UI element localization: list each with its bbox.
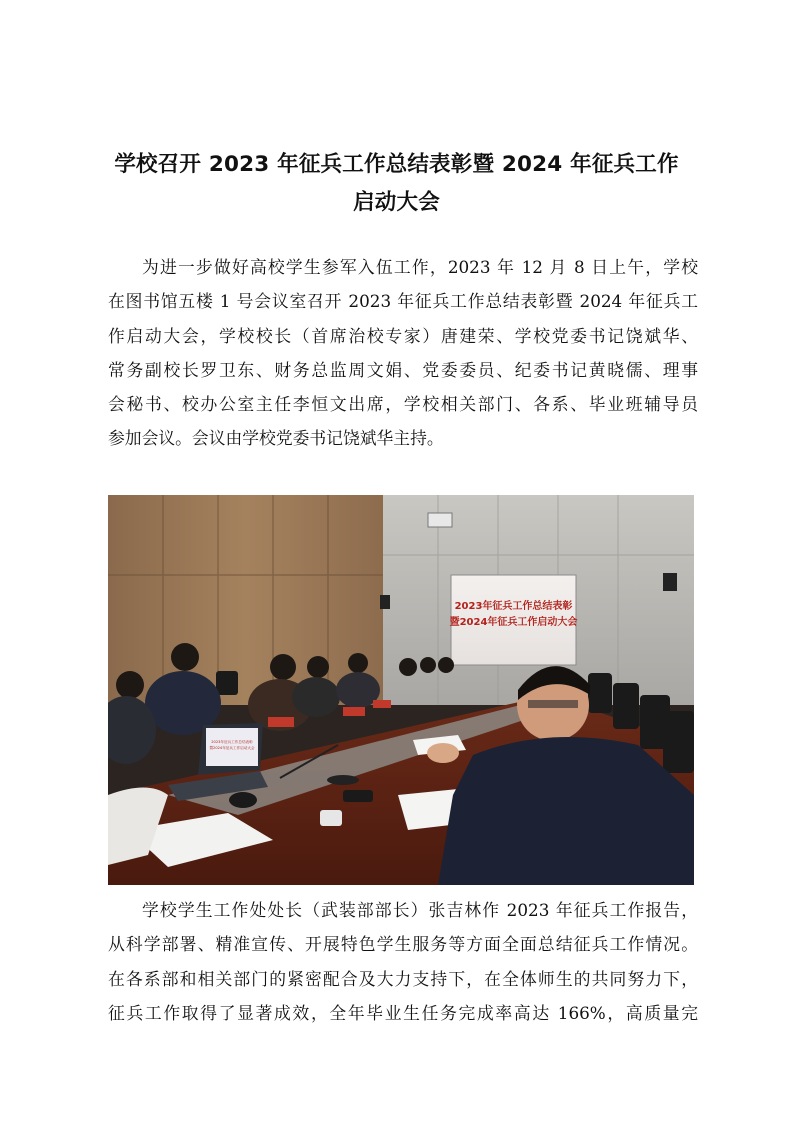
- text-line: 在图书馆五楼 1 号会议室召开 2023 年征兵工作总结表彰暨 2024 年征兵工: [108, 291, 698, 312]
- title-line-1: 学校召开 2023 年征兵工作总结表彰暨 2024 年征兵工作: [114, 152, 679, 177]
- text-line: 为进一步做好高校学生参军入伍工作，2023 年 12 月 8 日上午，学校: [142, 257, 698, 277]
- article-title: [100, 146, 693, 222]
- text-line: 作启动大会，学校校长（首席治校专家）唐建荣、学校党委书记饶斌华、: [108, 325, 698, 346]
- paragraph-report: [108, 893, 698, 1030]
- text-line: 参加会议。会议由学校党委书记饶斌华主持。: [108, 428, 444, 449]
- text-line: 征兵工作取得了显著成效，全年毕业生任务完成率高达 166%，高质量完: [108, 1002, 698, 1023]
- screen-title-1: 2023年征兵工作总结表彰: [454, 601, 573, 612]
- laptop-screen-line-1: 2023年征兵工作总结表彰: [211, 740, 253, 744]
- text-line: 会秘书、校办公室主任李恒文出席，学校相关部门、各系、毕业班辅导员: [108, 394, 698, 415]
- screen-title-2: 暨2024年征兵工作启动大会: [449, 617, 578, 628]
- laptop-screen-line-2: 暨2024年征兵工作启动大会: [209, 746, 255, 750]
- title-line-2: 启动大会: [353, 190, 440, 215]
- text-line: 学校学生工作处处长（武装部部长）张吉林作 2023 年征兵工作报告，: [142, 900, 698, 920]
- text-line: 常务副校长罗卫东、财务总监周文娟、党委委员、纪委书记黄晓儒、理事: [108, 359, 698, 380]
- text-line: 从科学部署、精准宣传、开展特色学生服务等方面全面总结征兵工作情况。: [108, 934, 698, 955]
- text-line: 在各系部和相关部门的紧密配合及大力支持下，在全体师生的共同努力下，: [108, 968, 698, 989]
- paragraph-intro: [108, 250, 698, 456]
- meeting-photo: [108, 495, 694, 885]
